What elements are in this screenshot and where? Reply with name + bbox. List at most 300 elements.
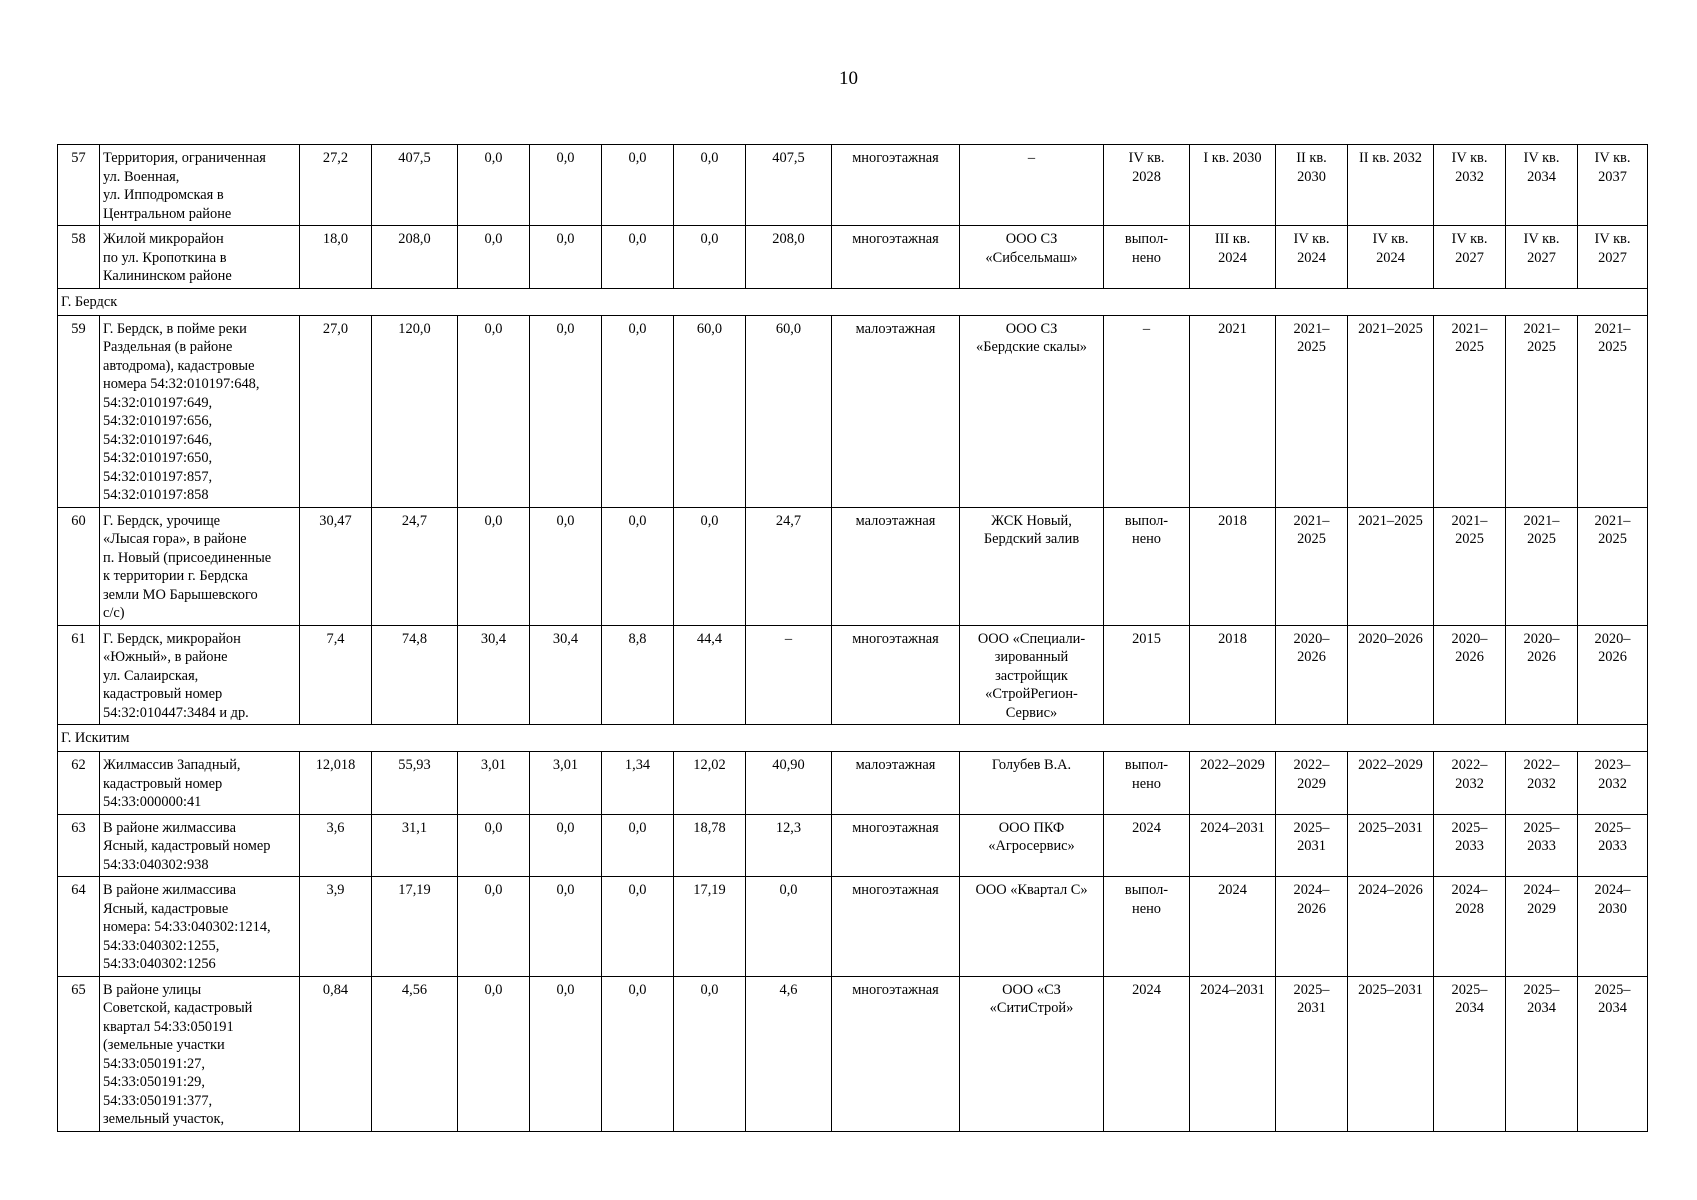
cell-line: 2033 (1527, 838, 1556, 854)
table-row (58, 814, 1648, 877)
value-cell: 0,0 (530, 315, 602, 507)
developer-cell (960, 226, 1104, 289)
date-cell (1104, 507, 1190, 625)
cell-line: Г. Бердск, микрорайон (103, 630, 241, 647)
cell-line: 2025 (1455, 339, 1484, 355)
date-cell (1190, 625, 1276, 725)
date-cell (1276, 226, 1348, 289)
value-cell: 27,2 (300, 145, 372, 226)
value-cell: 18,78 (674, 814, 746, 877)
cell-line: 54:33:040302:938 (103, 856, 209, 873)
date-cell (1104, 752, 1190, 815)
date-cell (1506, 226, 1578, 289)
value-cell: 24,7 (372, 507, 458, 625)
cell-line: Голубев В.А. (991, 757, 1072, 773)
cell-line: «Бердские скалы» (976, 339, 1087, 355)
cell-line: 54:33:040302:1255, (103, 937, 220, 954)
cell-line: 2021– (1293, 512, 1330, 529)
cell-line: 2025– (1523, 819, 1560, 836)
value-cell: 0,0 (602, 226, 674, 289)
date-cell (1276, 877, 1348, 977)
cell-line: нено (1132, 775, 1161, 792)
building-type-cell: многоэтажная (832, 814, 960, 877)
date-cell (1348, 877, 1434, 977)
row-number-cell: 64 (58, 877, 100, 977)
cell-line: номера: 54:33:040302:1214, (103, 919, 271, 935)
table-row (58, 226, 1648, 289)
cell-line: 2024 (1132, 819, 1161, 836)
date-cell (1578, 814, 1648, 877)
cell-line: 2022– (1293, 757, 1330, 773)
value-cell: 208,0 (372, 226, 458, 289)
developer-cell (960, 752, 1104, 815)
cell-line: Ясный, кадастровый номер (103, 838, 271, 854)
cell-line: 2021 (1218, 320, 1247, 337)
location-cell (100, 315, 300, 507)
developer-cell (960, 976, 1104, 1131)
date-cell (1104, 814, 1190, 877)
cell-line: IV кв. (1523, 150, 1560, 166)
cell-line: 2032 (1527, 775, 1556, 792)
date-cell (1190, 145, 1276, 226)
value-cell: 3,01 (458, 752, 530, 815)
cell-line: ООО «Квартал С» (975, 882, 1088, 898)
cell-line: – (1142, 320, 1151, 337)
developer-cell (960, 877, 1104, 977)
cell-line: 2022–2029 (1200, 757, 1265, 773)
date-cell (1578, 145, 1648, 226)
cell-line: 2027 (1598, 249, 1627, 266)
cell-line: кадастровый номер (103, 686, 223, 702)
value-cell: 12,018 (300, 752, 372, 815)
cell-line: 54:33:000000:41 (103, 794, 202, 810)
cell-line: IV кв. (1372, 231, 1409, 247)
cell-line: 2021– (1594, 512, 1631, 529)
date-cell (1190, 507, 1276, 625)
cell-line: В районе жилмассива (103, 882, 237, 898)
cell-line: 2031 (1297, 838, 1326, 854)
value-cell: 0,0 (602, 315, 674, 507)
date-cell (1578, 315, 1648, 507)
date-cell (1190, 877, 1276, 977)
cell-line: 2025–2031 (1358, 981, 1423, 998)
cell-line: земельный участок, (103, 1111, 225, 1127)
cell-line: 2026 (1297, 649, 1326, 665)
date-cell (1434, 145, 1506, 226)
cell-line: 54:32:010197:858 (103, 487, 209, 503)
date-cell (1506, 877, 1578, 977)
row-number-cell: 59 (58, 315, 100, 507)
date-cell (1104, 625, 1190, 725)
value-cell: 30,4 (458, 625, 530, 725)
value-cell: 17,19 (674, 877, 746, 977)
cell-line: 2022– (1451, 757, 1488, 773)
table-row (58, 625, 1648, 725)
cell-line: 2025– (1293, 981, 1330, 998)
value-cell: 8,8 (602, 625, 674, 725)
cell-line: 2025– (1523, 981, 1560, 998)
cell-line: 2021– (1523, 320, 1560, 337)
cell-line: 2025–2031 (1358, 819, 1423, 836)
cell-line: 2026 (1527, 649, 1556, 665)
row-number-cell: 61 (58, 625, 100, 725)
value-cell: 0,0 (602, 145, 674, 226)
date-cell (1104, 145, 1190, 226)
cell-line: 2015 (1132, 630, 1161, 647)
cell-line: ООО «СЗ (1002, 981, 1061, 998)
value-cell: 0,0 (602, 814, 674, 877)
cell-line: 2024– (1594, 882, 1631, 898)
cell-line: 54:33:040302:1256 (103, 956, 216, 972)
cell-line: 2023– (1594, 757, 1631, 773)
cell-line: номера 54:32:010197:648, (103, 376, 260, 392)
value-cell: 407,5 (372, 145, 458, 226)
value-cell: 0,0 (530, 507, 602, 625)
cell-line: 2032 (1598, 775, 1627, 792)
cell-line: 2020– (1451, 630, 1488, 647)
cell-line: ООО СЗ (1005, 231, 1058, 247)
cell-line: 2018 (1218, 512, 1247, 529)
value-cell: 0,0 (674, 507, 746, 625)
developer-cell (960, 625, 1104, 725)
developer-cell (960, 507, 1104, 625)
value-cell: 0,0 (746, 877, 832, 977)
cell-line: «СитиСтрой» (989, 1000, 1074, 1016)
cell-line: 2034 (1527, 1000, 1556, 1016)
cell-line: Бердский залив (983, 531, 1080, 547)
date-cell (1348, 976, 1434, 1131)
date-cell (1276, 145, 1348, 226)
cell-line: «Сибсельмаш» (985, 249, 1078, 266)
cell-line: «Агросервис» (988, 838, 1075, 854)
building-type-cell: многоэтажная (832, 877, 960, 977)
date-cell (1434, 226, 1506, 289)
value-cell: 407,5 (746, 145, 832, 226)
cell-line: «Лысая гора», в районе (103, 531, 247, 547)
location-cell (100, 145, 300, 226)
cell-line: IV кв. (1594, 231, 1631, 247)
value-cell: 0,0 (602, 976, 674, 1131)
cell-line: 2026 (1598, 649, 1627, 665)
developer-cell (960, 145, 1104, 226)
cell-line: 54:33:050191:377, (103, 1092, 213, 1109)
cell-line: п. Новый (присоединенные (103, 549, 272, 566)
cell-line: выпол- (1124, 757, 1169, 773)
cell-line: 54:33:050191:27, (103, 1055, 205, 1072)
cell-line: 54:32:010197:656, (103, 413, 213, 429)
building-type-cell: многоэтажная (832, 145, 960, 226)
cell-line: 2024– (1523, 882, 1560, 898)
date-cell (1348, 145, 1434, 226)
building-type-cell: малоэтажная (832, 315, 960, 507)
date-cell (1506, 976, 1578, 1131)
value-cell: 3,6 (300, 814, 372, 877)
building-type-cell: многоэтажная (832, 226, 960, 289)
date-cell (1578, 507, 1648, 625)
cell-line: 2037 (1598, 168, 1627, 185)
value-cell: 60,0 (674, 315, 746, 507)
cell-line: 2024–2031 (1200, 981, 1265, 998)
cell-line: кадастровый номер (103, 775, 223, 792)
cell-line: 2025 (1598, 339, 1627, 355)
value-cell: 30,47 (300, 507, 372, 625)
row-number-cell: 57 (58, 145, 100, 226)
cell-line: 2025– (1293, 819, 1330, 836)
cell-line: 2030 (1598, 900, 1627, 917)
cell-line: 2025 (1297, 531, 1326, 547)
cell-line: 2021– (1594, 320, 1631, 337)
cell-line: 2028 (1132, 168, 1161, 185)
cell-line: выпол- (1124, 512, 1169, 529)
cell-line: ООО ПКФ (998, 819, 1065, 836)
date-cell (1434, 625, 1506, 725)
date-cell (1276, 752, 1348, 815)
date-cell (1348, 315, 1434, 507)
date-cell (1434, 814, 1506, 877)
location-cell (100, 877, 300, 977)
value-cell: 0,0 (674, 145, 746, 226)
cell-line: 2032 (1455, 775, 1484, 792)
cell-line: 2024– (1293, 882, 1330, 898)
value-cell: 1,34 (602, 752, 674, 815)
date-cell (1506, 507, 1578, 625)
cell-line: 2025– (1594, 981, 1631, 998)
date-cell (1348, 625, 1434, 725)
date-cell (1578, 976, 1648, 1131)
value-cell: 24,7 (746, 507, 832, 625)
value-cell: 0,0 (530, 976, 602, 1131)
cell-line: 2025– (1451, 981, 1488, 998)
table-row (58, 877, 1648, 977)
cell-line: IV кв. (1523, 231, 1560, 247)
date-cell (1348, 752, 1434, 815)
value-cell: 0,0 (602, 507, 674, 625)
cell-line: 2021– (1451, 320, 1488, 337)
cell-line: 2029 (1527, 900, 1556, 917)
cell-line: 2021–2025 (1358, 512, 1423, 529)
cell-line: 2021– (1523, 512, 1560, 529)
value-cell: 0,0 (458, 976, 530, 1131)
value-cell: 120,0 (372, 315, 458, 507)
cell-line: 54:33:050191:29, (103, 1074, 205, 1090)
date-cell (1578, 226, 1648, 289)
cell-line: к территории г. Бердска (103, 568, 248, 584)
cell-line: Центральном районе (103, 205, 232, 222)
date-cell (1578, 877, 1648, 977)
value-cell: 44,4 (674, 625, 746, 725)
cell-line: 2026 (1297, 900, 1326, 917)
cell-line: 2028 (1455, 900, 1484, 917)
cell-line: 2020– (1293, 630, 1330, 647)
cell-line: «Южный», в районе (103, 649, 228, 665)
value-cell: 0,0 (530, 145, 602, 226)
value-cell: 0,0 (458, 507, 530, 625)
date-cell (1104, 976, 1190, 1131)
cell-line: нено (1132, 249, 1161, 266)
building-type-cell: многоэтажная (832, 625, 960, 725)
table-row (58, 976, 1648, 1131)
date-cell (1506, 752, 1578, 815)
location-cell (100, 814, 300, 877)
cell-line: ООО СЗ (1005, 320, 1058, 337)
cell-line: 2033 (1598, 838, 1627, 854)
cell-line: ЖСК Новый, (991, 512, 1072, 529)
cell-line: 2030 (1297, 168, 1326, 185)
cell-line: земли МО Барышевского (103, 586, 258, 603)
cell-line: ООО «Специали- (977, 630, 1086, 647)
cell-line: «СтройРегион- (985, 686, 1078, 702)
date-cell (1276, 315, 1348, 507)
value-cell: 0,0 (530, 877, 602, 977)
cell-line: IV кв. (1594, 150, 1631, 166)
row-number-cell: 62 (58, 752, 100, 815)
date-cell (1434, 507, 1506, 625)
building-type-cell: малоэтажная (832, 507, 960, 625)
cell-line: III кв. (1214, 231, 1251, 247)
cell-line: нено (1132, 900, 1161, 917)
date-cell (1348, 507, 1434, 625)
cell-line: 2024 (1218, 882, 1247, 898)
date-cell (1190, 976, 1276, 1131)
cell-line: по ул. Кропоткина в (103, 249, 227, 266)
cell-line: Ясный, кадастровые (103, 900, 229, 917)
value-cell: 4,56 (372, 976, 458, 1131)
cell-line: ул. Салаирская, (103, 667, 199, 684)
date-cell (1434, 976, 1506, 1131)
value-cell: 31,1 (372, 814, 458, 877)
cell-line: 54:32:010197:857, (103, 468, 213, 485)
section-title: Г. Искитим (58, 725, 1648, 752)
value-cell: 0,0 (458, 814, 530, 877)
value-cell: 74,8 (372, 625, 458, 725)
date-cell (1434, 877, 1506, 977)
cell-line: Г. Бердск, урочище (103, 512, 221, 529)
cell-line: 2018 (1218, 630, 1247, 647)
cell-line: 2027 (1527, 249, 1556, 266)
value-cell: 60,0 (746, 315, 832, 507)
cell-line: 2024–2031 (1200, 819, 1265, 836)
value-cell: 12,02 (674, 752, 746, 815)
date-cell (1104, 315, 1190, 507)
section-row (58, 288, 1648, 315)
table-body (58, 145, 1648, 1132)
cell-line: 2027 (1455, 249, 1484, 266)
date-cell (1506, 814, 1578, 877)
cell-line: 54:32:010197:646, (103, 431, 213, 448)
cell-line: 2021–2025 (1358, 320, 1423, 337)
row-number-cell: 65 (58, 976, 100, 1131)
date-cell (1190, 226, 1276, 289)
cell-line: 2020–2026 (1358, 630, 1423, 647)
row-number-cell: 58 (58, 226, 100, 289)
page-number: 10 (839, 68, 858, 89)
cell-line: 54:32:010447:3484 и др. (103, 704, 249, 721)
location-cell (100, 625, 300, 725)
cell-line: 2033 (1455, 838, 1484, 854)
cell-line: 54:32:010197:649, (103, 394, 213, 411)
date-cell (1190, 814, 1276, 877)
value-cell: 40,90 (746, 752, 832, 815)
cell-line: 2024–2026 (1358, 882, 1423, 898)
cell-line: Советской, кадастровый (103, 1000, 253, 1016)
value-cell: 0,0 (458, 315, 530, 507)
cell-line: II кв. (1296, 150, 1327, 166)
value-cell: 0,0 (458, 226, 530, 289)
cell-line: В районе улицы (103, 981, 202, 998)
cell-line: 2025 (1598, 531, 1627, 547)
cell-line: 2026 (1455, 649, 1484, 665)
section-row (58, 725, 1648, 752)
date-cell (1276, 814, 1348, 877)
value-cell: 0,0 (530, 814, 602, 877)
cell-line: Территория, ограниченная (103, 150, 266, 166)
cell-line: 2025 (1527, 531, 1556, 547)
section-title: Г. Бердск (58, 288, 1648, 315)
row-number-cell: 60 (58, 507, 100, 625)
value-cell: 30,4 (530, 625, 602, 725)
building-type-cell: малоэтажная (832, 752, 960, 815)
cell-line: автодрома), кадастровые (103, 357, 255, 374)
location-cell (100, 507, 300, 625)
cell-line: 2024 (1218, 249, 1247, 266)
cell-line: IV кв. (1293, 231, 1330, 247)
date-cell (1348, 814, 1434, 877)
date-cell (1276, 625, 1348, 725)
location-cell (100, 752, 300, 815)
value-cell: 7,4 (300, 625, 372, 725)
cell-line: зированный (994, 649, 1069, 665)
cell-line: 2022–2029 (1358, 757, 1423, 773)
value-cell: 27,0 (300, 315, 372, 507)
date-cell (1276, 976, 1348, 1131)
row-number-cell: 63 (58, 814, 100, 877)
cell-line: Жилмассив Западный, (103, 757, 241, 773)
cell-line: В районе жилмассива (103, 819, 237, 836)
location-cell (100, 226, 300, 289)
value-cell: 17,19 (372, 877, 458, 977)
cell-line: 2025 (1455, 531, 1484, 547)
cell-line: I кв. 2030 (1203, 150, 1262, 166)
date-cell (1506, 145, 1578, 226)
cell-line: Жилой микрорайон (103, 231, 224, 247)
cell-line: 2024 (1132, 981, 1161, 998)
cell-line: 2025 (1527, 339, 1556, 355)
cell-line: квартал 54:33:050191 (103, 1018, 234, 1035)
date-cell (1506, 315, 1578, 507)
value-cell: 0,0 (602, 877, 674, 977)
cell-line: 2034 (1598, 1000, 1627, 1016)
cell-line: 2032 (1455, 168, 1484, 185)
cell-line: 2034 (1455, 1000, 1484, 1016)
value-cell: 208,0 (746, 226, 832, 289)
table-row (58, 145, 1648, 226)
developer-cell (960, 814, 1104, 877)
cell-line: IV кв. (1451, 231, 1488, 247)
housing-projects-table (57, 144, 1648, 1132)
date-cell (1434, 315, 1506, 507)
cell-line: застройщик (995, 667, 1068, 684)
cell-line: 2034 (1527, 168, 1556, 185)
cell-line: нено (1132, 531, 1161, 547)
value-cell: – (746, 625, 832, 725)
date-cell (1190, 752, 1276, 815)
cell-line: 2024– (1451, 882, 1488, 898)
cell-line: 2029 (1297, 775, 1326, 792)
value-cell: 0,0 (674, 226, 746, 289)
date-cell (1434, 752, 1506, 815)
cell-line: 2024 (1297, 249, 1326, 266)
value-cell: 3,01 (530, 752, 602, 815)
